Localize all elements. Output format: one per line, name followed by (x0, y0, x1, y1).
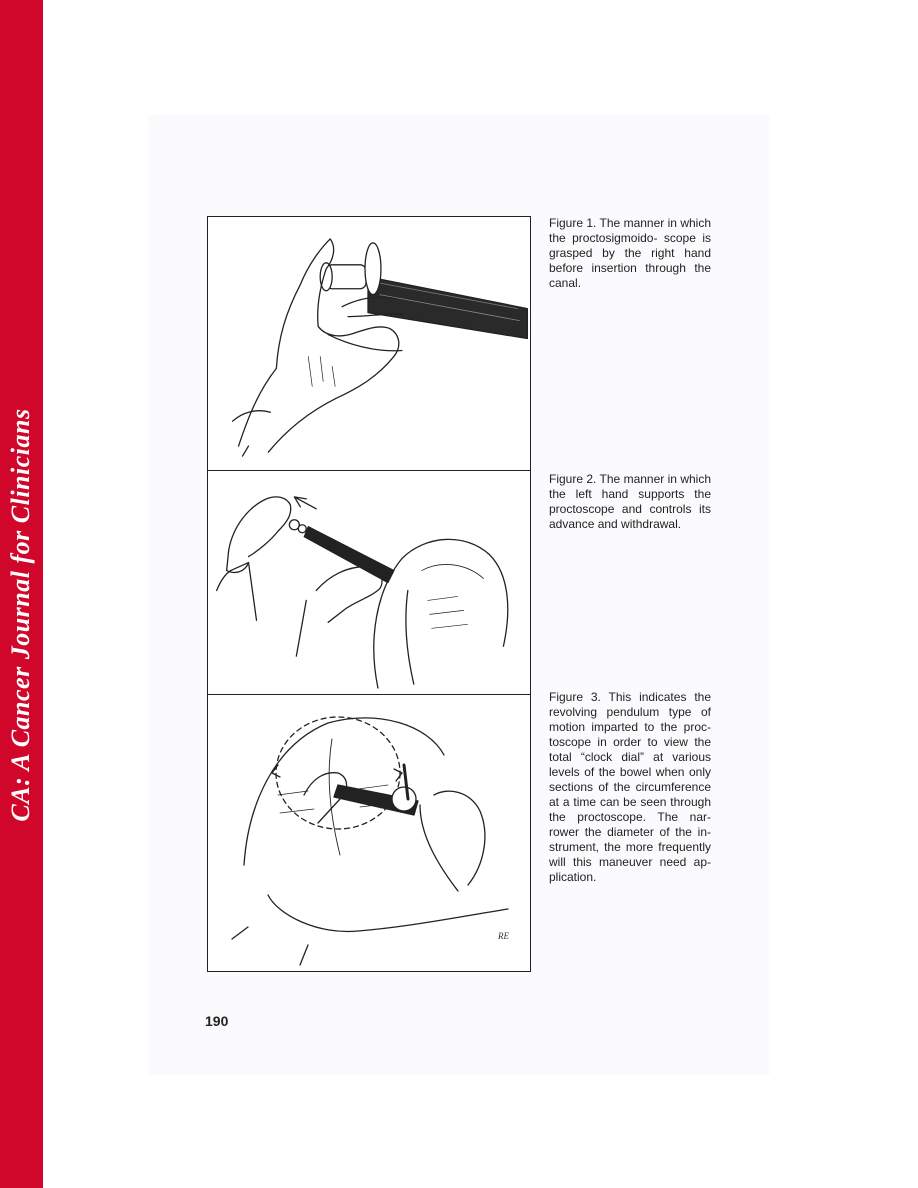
page-number: 190 (205, 1013, 229, 1029)
figure-1-caption: Figure 1. The manner in which the proctosigmoido- scope is grasped by the right hand before insertion through the canal. (549, 216, 711, 290)
figure-2-illustration (208, 471, 530, 695)
svg-text:RE: RE (498, 931, 509, 941)
journal-title: CA: A Cancer Journal for Clinicians (6, 408, 35, 822)
journal-sidebar (0, 0, 43, 1188)
figure-1-illustration (208, 217, 530, 471)
figure-frame (207, 216, 531, 972)
figure-3-illustration (208, 695, 530, 972)
figure-2-caption: Figure 2. The manner in which the left hand supports the proctoscope and controls its advance and withdrawal. (549, 472, 711, 531)
figure-3-caption: Figure 3. This indicates the revolving pendulum type of motion imparted to the proc- toscope in order to view the total “clock dial” at various levels of the bowel when only sections of the circumference at a time can be seen through the proctoscope. The nar- rower the diameter of the in- strument, the more frequently will this maneuver need ap- plication. (549, 690, 711, 884)
